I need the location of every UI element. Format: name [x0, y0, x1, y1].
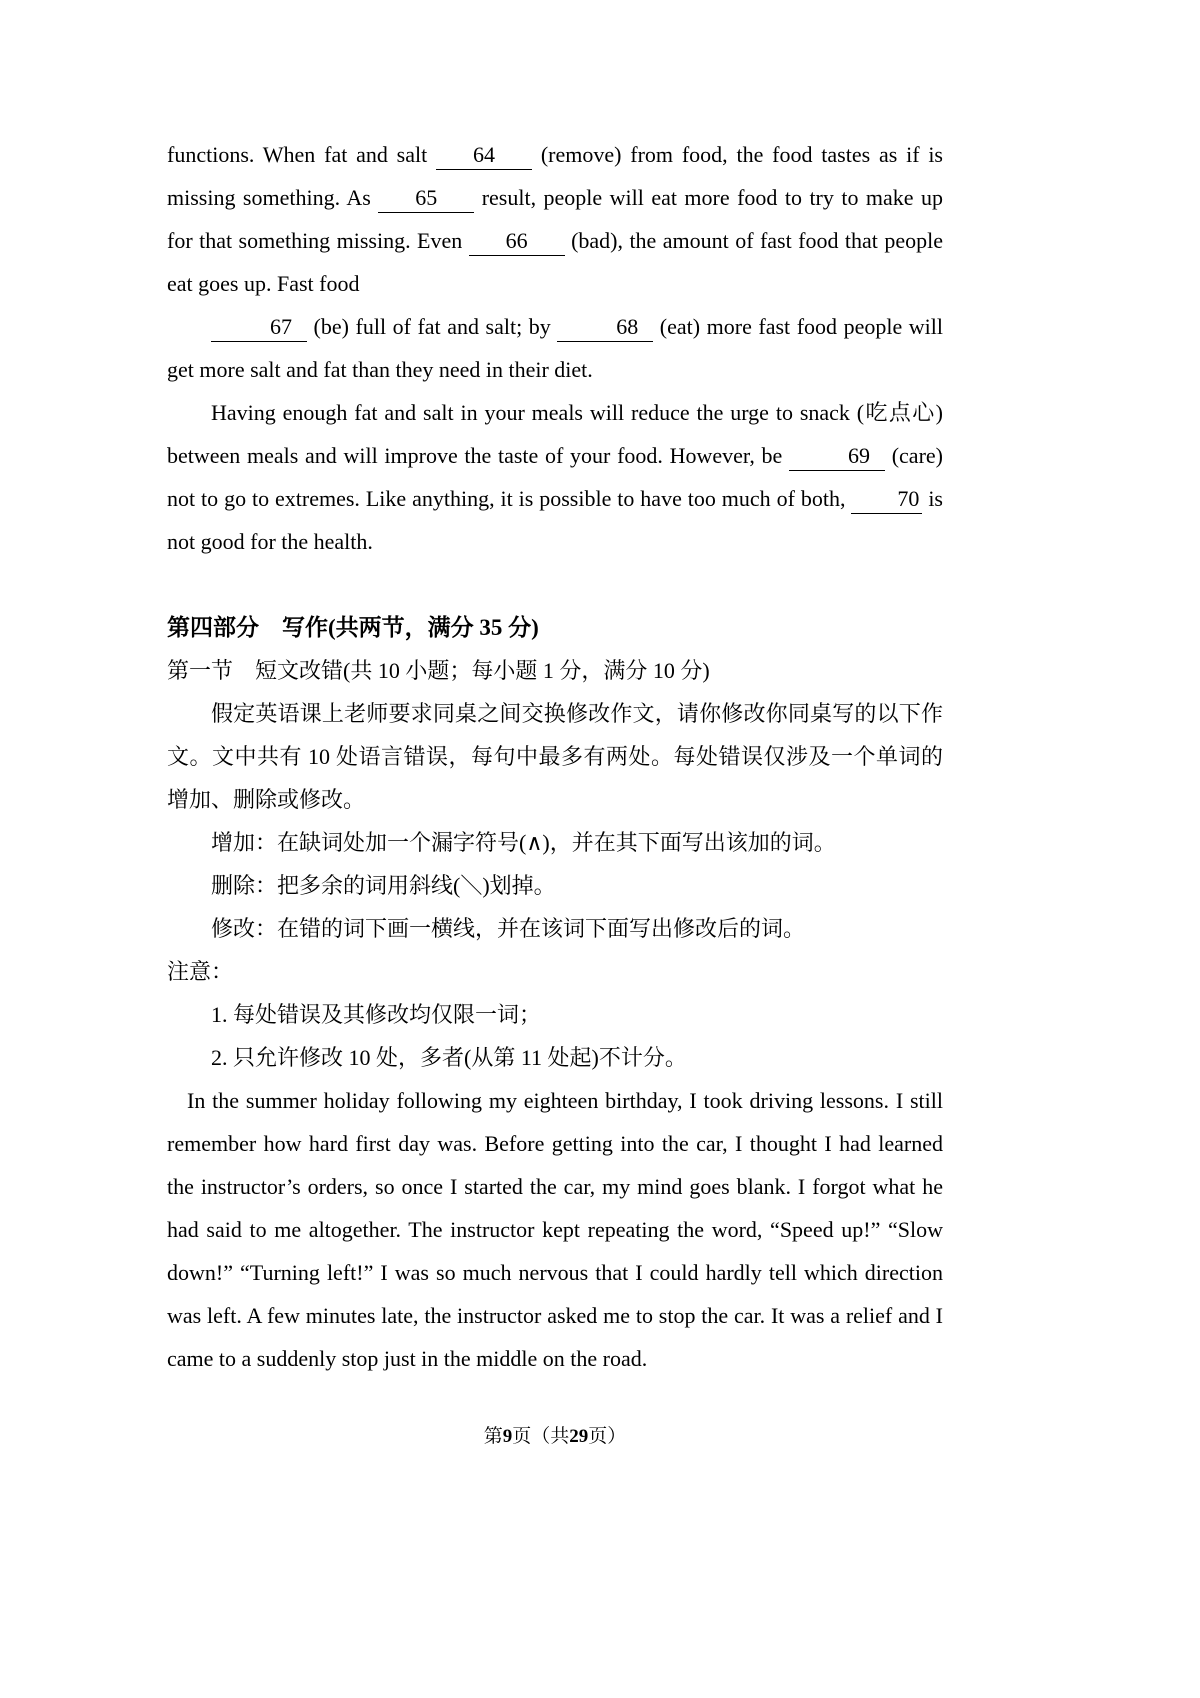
writing-section [167, 606, 943, 1380]
blank-70: 70 [851, 486, 922, 514]
page-number: 9 [502, 1426, 513, 1447]
footer-text: 第 [483, 1426, 503, 1447]
cloze-paragraph-3: Having enough fat and salt in your meals will reduce the urge to snack (吃点心) between meals and will improve the taste of your food. However, be 69 (care) not to go to extremes. Like anything, it is possible to have too much of both, 70 is not good for the health. [167, 400, 943, 554]
blank-69: 69 [789, 443, 885, 471]
rule-delete: 删除：把多余的词用斜线(＼)划掉。 [211, 873, 556, 898]
cloze-paragraph-1: functions. When fat and salt 64 (remove) from food, the food tastes as if is missing something. As 65 result, people will eat more food to try to make up for that something missing. Even 66 (bad), the amount of fast food that people eat goes up. Fast food [167, 142, 944, 296]
footer-text: 页） [588, 1426, 627, 1447]
page-footer [167, 1424, 943, 1450]
note-item-1: 1. 每处错误及其修改均仅限一词； [211, 1002, 542, 1027]
cloze-paragraph-2: 67 (be) full of fat and salt; by 68 (eat) more fast food people will get more salt and fat than they need in their diet. [167, 314, 943, 382]
correction-passage: In the summer holiday following my eighteen birthday, I took driving lessons. I still remember how hard first day was. Before getting into the car, I thought I had learned the instructor’s orders, so once I started the car, my mind goes blank. I forgot what he had said to me altogether. The instructor kept repeating the word, “Speed up!” “Slow down!” “Turning left!” I was so much nervous that I could hardly tell which direction was left. A few minutes late, the instructor asked me to stop the car. It was a relief and I came to a suddenly stop just in the middle on the road. [167, 1088, 943, 1371]
task-instructions: 假定英语课上老师要求同桌之间交换修改作文，请你修改你同桌写的以下作文。文中共有 10 处语言错误，每句中最多有两处。每处错误仅涉及一个单词的增加、删除或修改。 [167, 701, 943, 812]
footer-text: 页（共 [512, 1426, 570, 1447]
section-heading: 第四部分 写作(共两节，满分 35 分) [167, 615, 539, 640]
blank-66: 66 [469, 228, 565, 256]
subsection-heading: 第一节 短文改错(共 10 小题；每小题 1 分，满分 10 分) [167, 658, 710, 683]
rule-modify: 修改：在错的词下画一横线，并在该词下面写出修改后的词。 [211, 916, 806, 941]
blank-64: 64 [436, 142, 532, 170]
cloze-section [167, 133, 943, 563]
note-item-2: 2. 只允许修改 10 处，多者(从第 11 处起)不计分。 [211, 1045, 687, 1070]
blank-67: 67 [211, 314, 307, 342]
blank-65: 65 [378, 185, 474, 213]
blank-68: 68 [557, 314, 653, 342]
total-pages: 29 [569, 1426, 589, 1447]
rule-add: 增加：在缺词处加一个漏字符号(∧)，并在其下面写出该加的词。 [211, 830, 836, 855]
note-label: 注意： [167, 959, 234, 984]
